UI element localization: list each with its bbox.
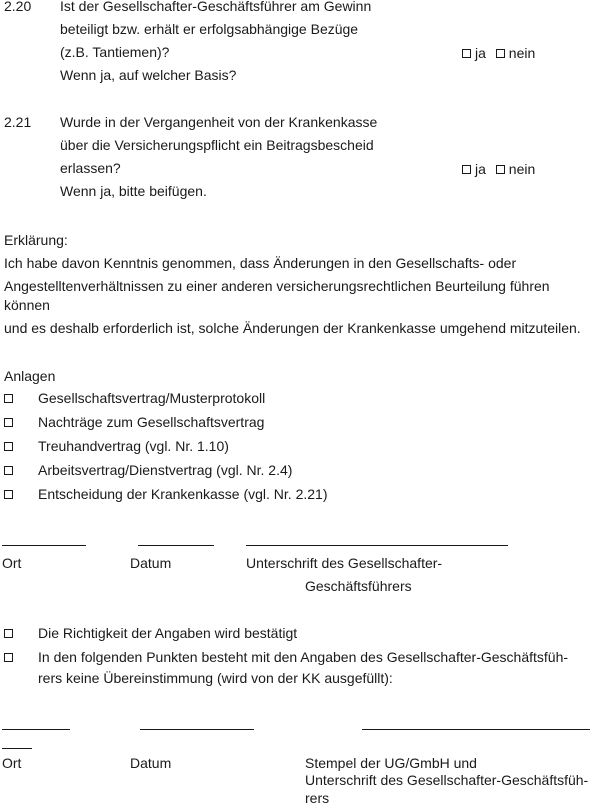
confirm-checkbox[interactable] <box>4 629 13 638</box>
attachment-checkbox[interactable] <box>4 466 13 475</box>
question-2-20-line-3: (z.B. Tantiemen)? <box>60 44 170 60</box>
mismatch-checkbox[interactable] <box>4 653 13 662</box>
q221-yes-checkbox[interactable] <box>462 165 471 174</box>
attachment-checkbox[interactable] <box>4 490 13 499</box>
question-2-20-line-4: Wenn ja, auf welcher Basis? <box>60 67 237 83</box>
attachment-label: Arbeitsvertrag/Dienstvertrag (vgl. Nr. 2.4) <box>38 462 293 478</box>
stamp-label-line-2: Unterschrift des Gesellschafter-Geschäftsfüh- <box>305 772 589 788</box>
stamp-signature-line[interactable] <box>362 729 590 730</box>
stamp-label-line-3: rers <box>305 790 330 806</box>
signature-line[interactable] <box>246 545 508 546</box>
attachment-item[interactable] <box>0 387 595 410</box>
attachment-label: Gesellschaftsvertrag/Musterprotokoll <box>38 390 266 406</box>
declaration-line-1: Ich habe davon Kenntnis genommen, dass Änderungen in den Gesellschafts- oder <box>4 255 517 271</box>
date-line[interactable] <box>138 545 214 546</box>
attachment-item[interactable] <box>0 411 595 434</box>
q220-no-checkbox[interactable] <box>496 49 505 58</box>
attachment-label: Treuhandvertrag (vgl. Nr. 1.10) <box>38 438 229 454</box>
date-line-2[interactable] <box>140 729 254 730</box>
question-2-21-line-2: über die Versicherungspflicht ein Beitragsbescheid <box>60 137 374 153</box>
question-number-2-21: 2.21 <box>4 114 32 130</box>
mismatch-label-line-1: In den folgenden Punkten besteht mit den Angaben des Gesellschafter-Geschäftsfüh- <box>38 649 569 665</box>
mismatch-item[interactable] <box>0 646 595 669</box>
q220-no-label: nein <box>508 45 536 61</box>
date-label: Datum <box>130 555 172 571</box>
question-2-21-line-4: Wenn ja, bitte beifügen. <box>60 183 207 199</box>
q220-yes-label: ja <box>475 45 486 61</box>
q221-yes-label: ja <box>475 161 486 177</box>
signature-label-line-2: Geschäftsführers <box>305 578 412 594</box>
attachment-checkbox[interactable] <box>4 394 13 403</box>
attachments-heading: Anlagen <box>4 368 56 384</box>
attachment-item[interactable] <box>0 459 595 482</box>
confirm-item[interactable] <box>0 622 595 645</box>
question-2-20-line-2: beteiligt bzw. erhält er erfolgsabhängige Bezüge <box>60 21 359 37</box>
q220-options <box>462 42 535 65</box>
confirm-label: Die Richtigkeit der Angaben wird bestätigt <box>38 625 298 641</box>
place-label-2: Ort <box>2 755 22 771</box>
attachment-item[interactable] <box>0 483 595 506</box>
declaration-heading: Erklärung: <box>4 232 68 248</box>
attachment-checkbox[interactable] <box>4 442 13 451</box>
question-number-2-20: 2.20 <box>4 0 32 14</box>
place-line-2[interactable] <box>2 729 70 730</box>
date-label-2: Datum <box>130 755 172 771</box>
place-line-2-continuation[interactable] <box>2 748 32 749</box>
mismatch-label-line-2: rers keine Übereinstimmung (wird von der KK ausgefüllt): <box>38 670 393 686</box>
question-2-21-line-1: Wurde in der Vergangenheit von der Krankenkasse <box>60 114 378 130</box>
attachment-item[interactable] <box>0 435 595 458</box>
attachment-label: Entscheidung der Krankenkasse (vgl. Nr. 2.21) <box>38 486 328 502</box>
declaration-line-3: können <box>4 297 50 313</box>
place-label: Ort <box>2 555 22 571</box>
attachment-checkbox[interactable] <box>4 418 13 427</box>
attachment-label: Nachträge zum Gesellschaftsvertrag <box>38 414 265 430</box>
signature-label-line-1: Unterschrift des Gesellschafter- <box>246 555 443 571</box>
q220-yes-checkbox[interactable] <box>462 49 471 58</box>
q221-no-label: nein <box>508 161 536 177</box>
declaration-line-4: und es deshalb erforderlich ist, solche Änderungen der Krankenkasse umgehend mitzuteilen. <box>4 320 581 336</box>
place-line[interactable] <box>2 545 86 546</box>
question-2-20-line-1: Ist der Gesellschafter-Geschäftsführer am Gewinn <box>60 0 372 14</box>
stamp-label-line-1: Stempel der UG/GmbH und <box>305 755 477 771</box>
question-2-21-line-3: erlassen? <box>60 160 121 176</box>
declaration-line-2: Angestelltenverhältnissen zu einer anderen versicherungsrechtlichen Beurteilung führen <box>4 278 550 294</box>
q221-options <box>462 158 535 181</box>
q221-no-checkbox[interactable] <box>496 165 505 174</box>
